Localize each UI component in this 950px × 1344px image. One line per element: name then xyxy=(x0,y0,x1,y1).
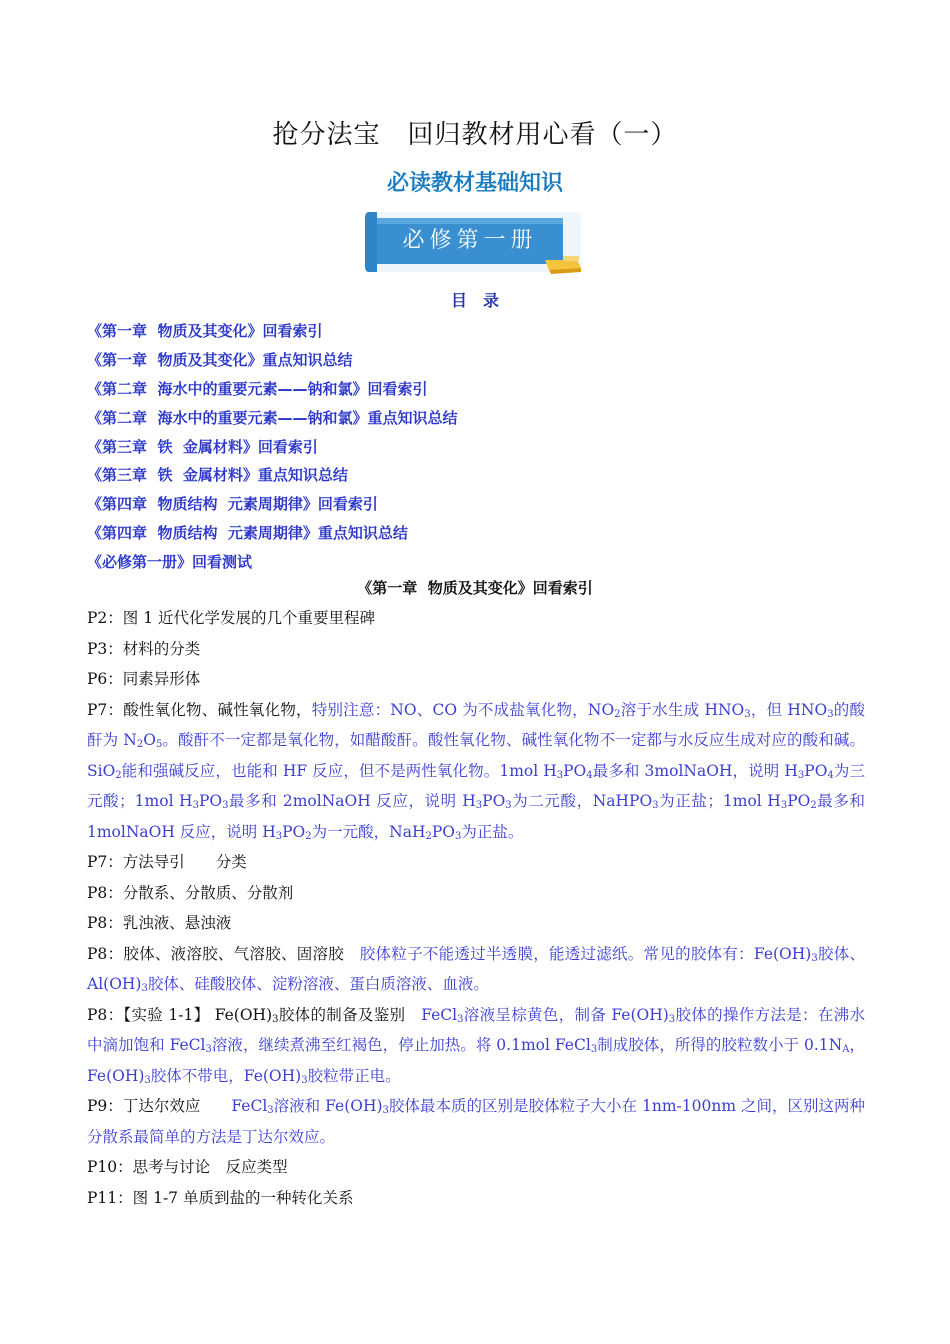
entry-p8-colloid: P8：胶体、液溶胶、气溶胶、固溶胶 胶体粒子不能透过半透膜，能透过滤纸。常见的胶体有：$Fe(OH)_3$胶体、$Al(OH)_3$胶体、硅酸胶体、淀粉溶液、蛋白质溶液、血液。 xyxy=(87,944,865,994)
entry-p11: P11：图 1-7 单质到盐的一种转化关系 xyxy=(87,1188,354,1207)
note-oxides: 特别注意：NO、CO 为不成盐氧化物，$NO_2$溶于水生成 $HNO_3$，但 $HNO_3$的酸酐为 $N_2O_5$。酸酐不一定都是氧化物，如醋酸酐。酸性氧化物、碱性氧化物不一定都与水反应生成对应的酸和碱。SiO$_2$能和强碱反应，也能和 HF 反应，但不是两性氧化物。1mol $H_3PO_4$最多和 3molNaOH，说明 $H_3PO_4$为三元酸；1mol $H_3PO_3$最多和 2molNaOH 反应，说明 $H_3PO_3$为二元酸，NaHPO$_3$为正盐；1mol $H_3PO_2$最多和 1molNaOH 反应，说明 $H_3PO_2$为一元酸，$NaH_2PO_3$为正盐。 xyxy=(87,700,865,842)
book-banner xyxy=(365,208,587,276)
page-title: 抢分法宝 回归教材用心看（一） xyxy=(272,120,678,150)
toc-link-ch3-index[interactable]: 《第三章 铁 金属材料》回看索引 xyxy=(87,437,318,456)
entry-p7-oxides: P7：酸性氧化物、碱性氧化物，特别注意：NO、CO 为不成盐氧化物，$NO_2$溶于水生成 $HNO_3$，但 $HNO_3$的酸酐为 $N_2O_5$。酸酐不一定都是氧化物，如醋酸酐。酸性氧化物、碱性氧化物不一定都与水反应生成对应的酸和碱。SiO$_2$能和强碱反应，也能和 HF 反应，但不是两性氧化物。1mol $H_3PO_4$最多和 3molNaOH，说明 $H_3PO_4$为三元酸；1mol $H_3PO_3$最多和 2molNaOH 反应，说明 $H_3PO_3$为二元酸，NaHPO$_3$为正盐；1mol $H_3PO_2$最多和 1molNaOH 反应，说明 $H_3PO_2$为一元酸，$NaH_2PO_3$为正盐。 xyxy=(87,700,865,842)
note-colloid: 胶体粒子不能透过半透膜，能透过滤纸。常见的胶体有：$Fe(OH)_3$胶体、$Al(OH)_3$胶体、硅酸胶体、淀粉溶液、蛋白质溶液、血液。 xyxy=(87,944,865,994)
banner-label: 必修第一册 xyxy=(402,228,538,253)
note-tyndall: FeCl$_3$溶液和 $Fe(OH)_3$胶体最本质的区别是胶体粒子大小在 1nm-100nm 之间，区别这两种分散系最简单的方法是丁达尔效应。 xyxy=(87,1097,866,1146)
entry-p2: P2：图 1 近代化学发展的几个重要里程碑 xyxy=(87,609,376,627)
toc-link-ch1-index[interactable]: 《第一章 物质及其变化》回看索引 xyxy=(87,322,323,340)
entry-p9-tyndall: P9：丁达尔效应 FeCl$_3$溶液和 $Fe(OH)_3$胶体最本质的区别是胶体粒子大小在 1nm-100nm 之间，区别这两种分散系最简单的方法是丁达尔效应。 xyxy=(87,1097,866,1146)
entry-p8-dispersion: P8：分散系、分散质、分散剂 xyxy=(87,883,294,902)
toc-link-ch2-summary[interactable]: 《第二章 海水中的重要元素——钠和氯》重点知识总结 xyxy=(87,408,458,427)
toc-link-ch3-summary[interactable]: 《第三章 铁 金属材料》重点知识总结 xyxy=(87,466,348,485)
toc-heading: 目 录 xyxy=(450,291,499,310)
entry-p7-method: P7：方法导引 分类 xyxy=(87,853,247,871)
entry-p8-experiment: P8：【实验 1-1】 $Fe(OH)_3$胶体的制备及鉴别 FeCl$_3$溶液呈棕黄色，制备 $Fe(OH)_3$胶体的操作方法是：在沸水中滴加饱和 FeCl$_3$溶液，继续煮沸至红褐色，停止加热。将 0.1mol FeCl$_3$制成胶体，所得的胶粒数小于 $0.1N_A$，$Fe(OH)_3$胶体不带电，$Fe(OH)_3$胶粒带正电。 xyxy=(87,1005,865,1086)
entry-list xyxy=(87,603,865,1213)
page-subtitle: 必读教材基础知识 xyxy=(386,171,563,196)
entry-p6: P6：同素异形体 xyxy=(87,670,201,688)
toc-link-ch4-summary[interactable]: 《第四章 物质结构 元素周期律》重点知识总结 xyxy=(87,524,408,543)
toc-link-ch4-index[interactable]: 《第四章 物质结构 元素周期律》回看索引 xyxy=(87,495,378,514)
toc-link-book-test[interactable]: 《必修第一册》回看测试 xyxy=(87,553,253,572)
toc-link-ch1-summary[interactable]: 《第一章 物质及其变化》重点知识总结 xyxy=(87,350,353,369)
entry-p8-emulsion: P8：乳浊液、悬浊液 xyxy=(87,914,232,932)
note-experiment: FeCl$_3$溶液呈棕黄色，制备 $Fe(OH)_3$胶体的操作方法是：在沸水中滴加饱和 FeCl$_3$溶液，继续煮沸至红褐色，停止加热。将 0.1mol FeCl$_3$制成胶体，所得的胶粒数小于 $0.1N_A$，$Fe(OH)_3$胶体不带电，$Fe(OH)_3$胶粒带正电。 xyxy=(87,1005,865,1086)
entry-p3: P3：材料的分类 xyxy=(87,639,201,658)
toc-link-ch2-index[interactable]: 《第二章 海水中的重要元素——钠和氯》回看索引 xyxy=(87,379,428,398)
entry-p10: P10：思考与讨论 反应类型 xyxy=(87,1158,288,1176)
table-of-contents xyxy=(87,317,457,577)
section-heading: 《第一章 物质及其变化》回看索引 xyxy=(357,579,593,597)
